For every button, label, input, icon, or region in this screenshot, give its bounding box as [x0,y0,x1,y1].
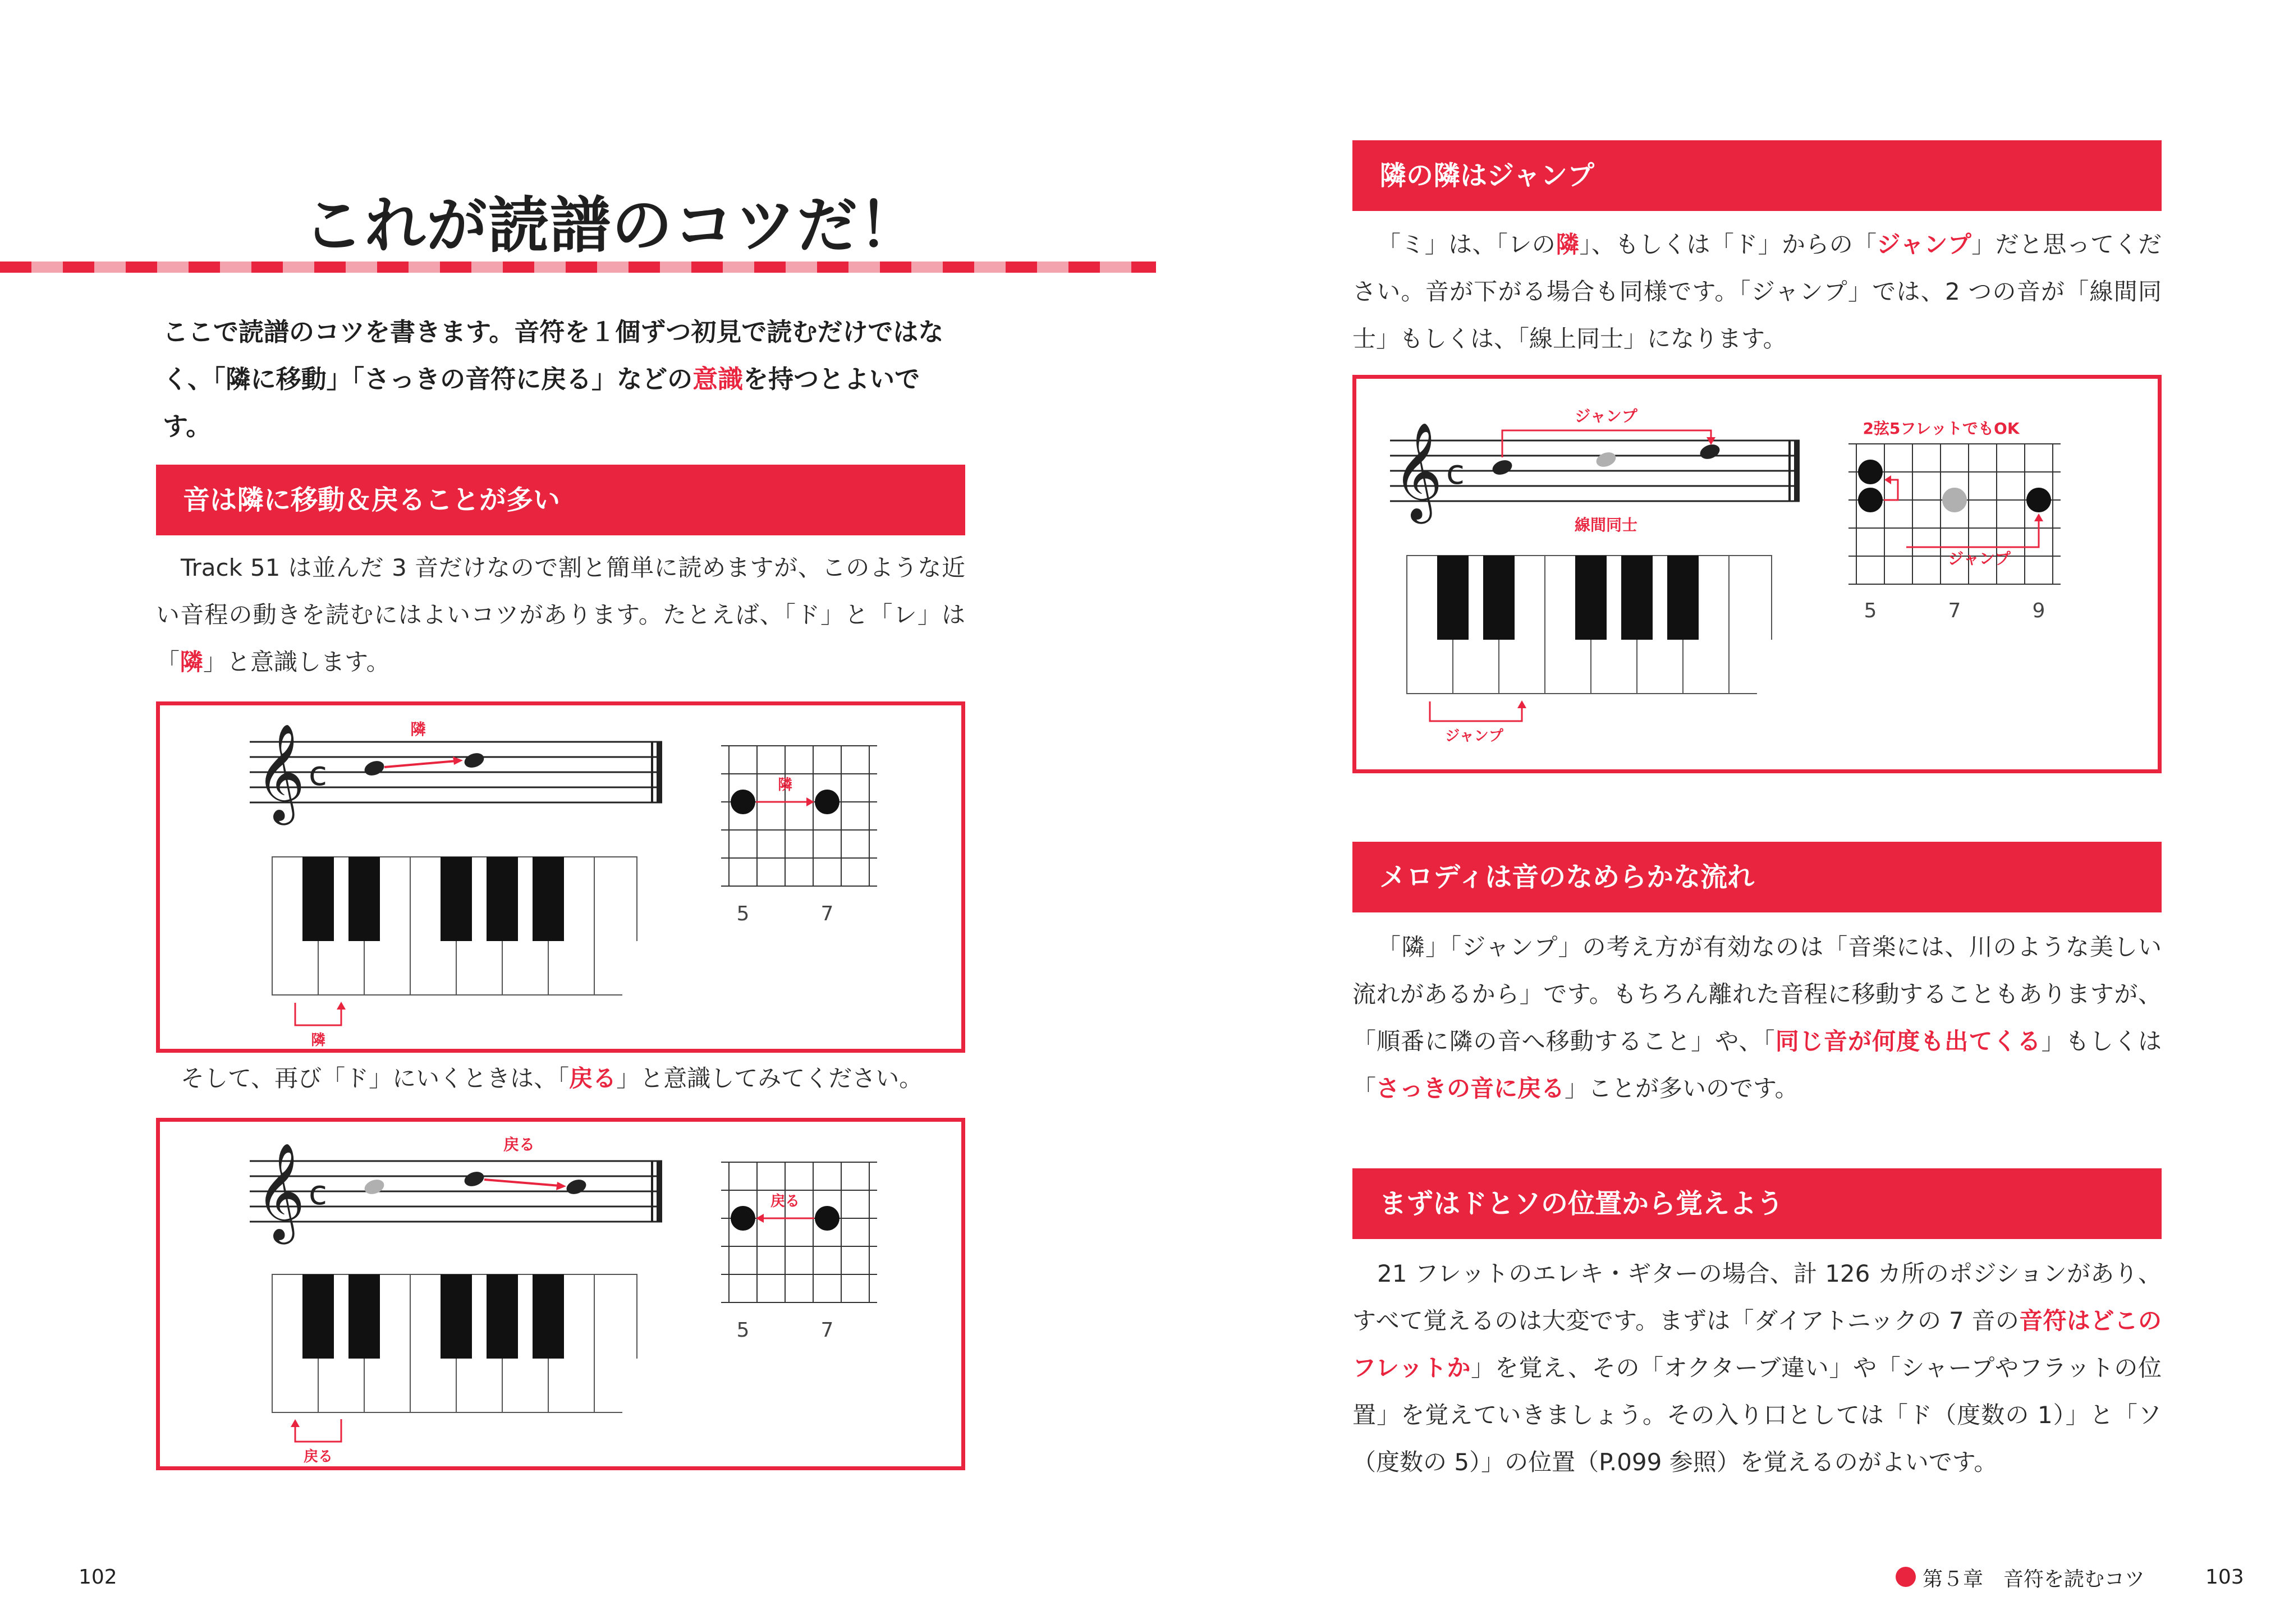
treble-clef-icon: 𝄞 [255,1143,305,1240]
section3-text-end: 」ことが多いのです。 [1565,1075,1799,1102]
intro-text: ここで読譜のコツを書きます。音符を１個ずつ初見で読むだけではなく、「隣に移動」「さっきの音符に戻る」などの [163,317,944,394]
figure-return [156,1118,965,1470]
section4-highlight: 音符はどこのフレットか [1352,1307,2162,1382]
figure-jump-svg [1356,379,2158,769]
fret-number: 9 [2032,599,2045,622]
title-stripe-divider [0,262,1156,273]
page-number-right: 103 [2205,1566,2244,1589]
fret-dot-7 [815,790,840,814]
section-heading-do-so: まずはドとソの位置から覚えよう [1352,1168,2162,1239]
chapter-footer: 第５章 音符を読むコツ [1923,1568,2145,1591]
chapter-bullet-icon [1896,1567,1916,1587]
section-heading-jump: 隣の隣はジャンプ [1352,140,2162,211]
section2-text-end: 」だと思ってください。音が下がる場合も同様です。「ジャンプ」では、2 つの音が「線間同士」もしくは、「線上同士」になります。 [1352,231,2162,352]
para-return-text-end: 」と意識してみてください。 [616,1065,923,1092]
fret-jump-arrowhead [2034,513,2043,521]
section2-paragraph [1352,221,2162,363]
fret-number: 7 [820,902,834,925]
fret-alt-arrowhead [1884,475,1891,484]
intro-text-end: を持つとよいです。 [163,364,920,441]
fret-number: 7 [1948,599,1961,622]
section1-text-end: 」と意識します。 [203,648,390,676]
key-jump-label: ジャンプ [1445,728,1503,745]
common-time-icon: c [1446,453,1465,492]
figure-neighbor-svg [160,705,961,1049]
section-heading-neighbor: 音は隣に移動＆戻ることが多い [156,465,965,535]
common-time-icon: c [309,754,327,793]
para-return-text: そして、再び「ド」にいくときは、「 [181,1065,570,1092]
fret-dot-7 [815,1206,840,1231]
treble-clef-icon: 𝄞 [255,723,305,821]
fret-alt-position-label: 2弦5フレットでもOK [1863,419,2020,438]
page-title: これが読譜のコツだ！ [303,191,921,261]
page-number-left: 102 [79,1566,117,1589]
section1-text: Track 51 は並んだ 3 音だけなので割と簡単に読めますが、このような近い音程の動きを読むにはよいコツがあります。たとえば、「ド」と「レ」は「 [156,554,965,676]
note-do [1490,458,1514,478]
treble-clef-icon: 𝄞 [1393,422,1443,520]
staff-sub-label: 線間同士 [1574,516,1638,534]
section3-text: 「隣」「ジャンプ」の考え方が有効なのは「音楽には、川のような美しい流れがあるから」です。もちろん離れた音程に移動することもありますが、「順番に隣の音へ移動すること」や、「 [1352,933,2162,1055]
figure-neighbor [156,701,965,1053]
staff-neighbor-label: 隣 [410,720,426,738]
section3-text: 」もしくは「 [1352,1027,2162,1102]
fret-neighbor-label: 隣 [777,777,793,793]
key-return-arrow [295,1419,341,1442]
fret-number: 5 [736,902,750,925]
note-re-ghost [1594,450,1618,470]
section1-highlight: 隣 [180,648,204,676]
fret-number: 5 [736,1319,750,1342]
section1-paragraph [156,544,965,686]
return-arrow [484,1180,559,1186]
fret-number: 7 [820,1319,834,1342]
fret-dot-5 [731,1206,755,1231]
key-neighbor-label: 隣 [310,1032,326,1049]
key-return-label: 戻る [303,1448,333,1465]
section3-highlight: 同じ音が何度も出てくる [1775,1027,2042,1055]
fret-return-label: 戻る [770,1193,800,1210]
section2-text: 」、もしくは「ド」からの「 [1579,231,1877,258]
note-re [462,751,486,770]
section2-highlight: ジャンプ [1877,231,1972,258]
fret-dot-2nd-string-5 [1858,460,1883,484]
key-return-arrowhead [291,1419,300,1427]
fret-dot-5 [1858,488,1883,512]
section2-text: 「ミ」は、「レの [1377,231,1556,258]
fretboard-diagram [721,1162,877,1303]
fret-dot-5 [731,790,755,814]
note-do [565,1177,588,1197]
piano-keyboard [1407,556,1774,696]
note-do [363,759,386,778]
section3-paragraph [1352,924,2162,1112]
intro-highlight: 意識 [692,364,744,394]
common-time-icon: c [309,1173,327,1213]
piano-keyboard [272,1274,639,1415]
return-arrowhead [556,1182,566,1190]
staff-return-label: 戻る [503,1135,535,1154]
section4-text: 21 フレットのエレキ・ギターの場合、計 126 カ所のポジションがあり、すべて覚えるのは大変です。まずは「ダイアトニックの 7 音の [1352,1260,2162,1334]
piano-keyboard [272,857,639,997]
key-jump-arrow [1430,701,1522,721]
fret-number: 5 [1864,599,1877,622]
section4-paragraph [1352,1250,2162,1486]
fret-dot-7-ghost [1942,488,1967,512]
section4-text-end: 」を覚え、その「オクターブ違い」や「シャープやフラットの位置」を覚えていきましょう。その入り口としては「ド（度数の 1）」と「ソ（度数の 5）」の位置（P.099 参照）を覚えるのがよいです。 [1352,1354,2162,1476]
fret-jump-label: ジャンプ [1948,549,2011,568]
section2-highlight: 隣 [1556,231,1580,258]
staff-jump-label: ジャンプ [1575,407,1637,425]
section3-highlight: さっきの音に戻る [1376,1075,1565,1102]
note-do-ghost [363,1177,386,1197]
fret-jump-arrow [1906,519,2039,547]
key-jump-arrowhead [1517,700,1526,708]
para-return-highlight: 戻る [569,1065,617,1092]
para-return [156,1055,965,1102]
section-heading-melody: メロディは音のなめらかな流れ [1352,842,2162,912]
key-neighbor-arrow [295,1003,341,1025]
neighbor-arrow [384,761,456,767]
key-neighbor-arrowhead [337,1002,346,1010]
figure-jump [1352,375,2162,773]
intro-paragraph [163,309,965,450]
note-re [462,1169,486,1189]
fret-dot-9 [2026,488,2051,512]
fretboard-diagram [721,746,877,887]
note-mi [1698,442,1722,462]
figure-return-svg [160,1122,961,1466]
